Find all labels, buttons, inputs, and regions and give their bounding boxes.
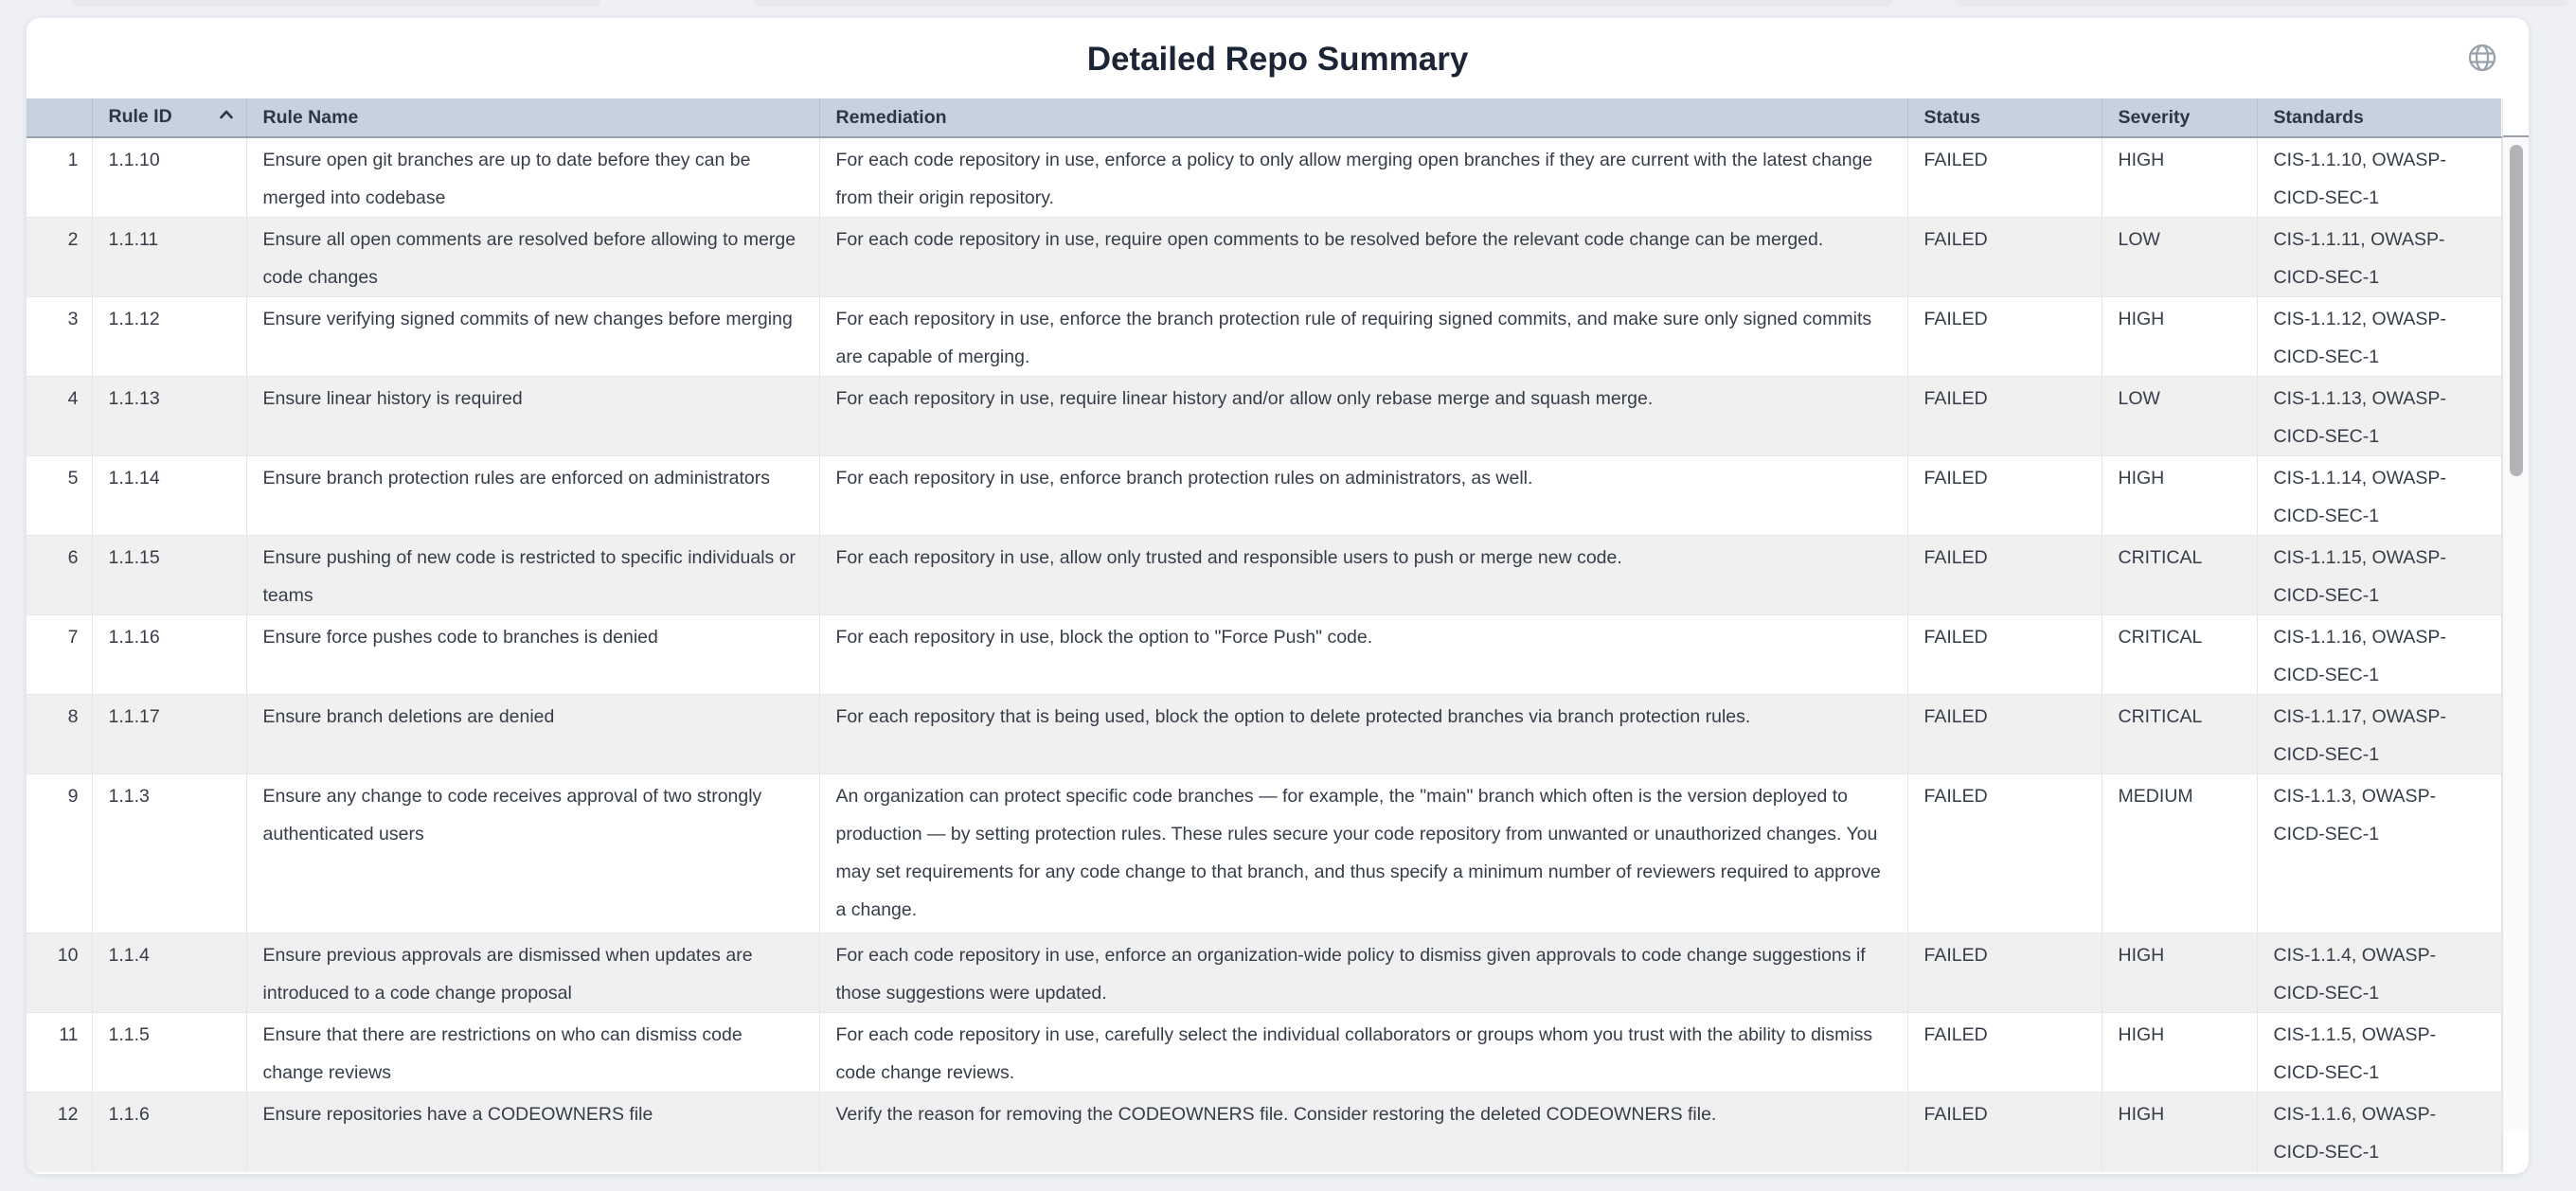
remediation-cell: Verify the reason for removing the CODEOWNERS file. Consider restoring the deleted CODEOWNERS file. (819, 1093, 1907, 1172)
standards-cell: CIS-1.1.13, OWASP-CICD-SEC-1 (2257, 377, 2501, 456)
table-body (27, 137, 2501, 1172)
remediation-cell: For each code repository in use, require open comments to be resolved before the relevant code change can be merged. (819, 218, 1907, 297)
column-header-index (27, 98, 92, 137)
table-row (27, 297, 2501, 377)
table-row (27, 536, 2501, 615)
severity-cell: HIGH (2102, 1013, 2257, 1093)
status-cell: FAILED (1907, 774, 2102, 933)
severity-cell: HIGH (2102, 137, 2257, 218)
severity-cell: HIGH (2102, 456, 2257, 536)
rule-name-cell: Ensure linear history is required (246, 377, 819, 456)
rule-id-cell: 1.1.16 (92, 615, 246, 695)
rule-name-cell: Ensure previous approvals are dismissed when updates are introduced to a code change proposal (246, 933, 819, 1013)
rule-id-cell: 1.1.5 (92, 1013, 246, 1093)
status-cell: FAILED (1907, 377, 2102, 456)
row-index: 3 (27, 297, 92, 377)
standards-cell: CIS-1.1.15, OWASP-CICD-SEC-1 (2257, 536, 2501, 615)
standards-cell: CIS-1.1.11, OWASP-CICD-SEC-1 (2257, 218, 2501, 297)
rule-name-cell: Ensure open git branches are up to date before they can be merged into codebase (246, 137, 819, 218)
rule-id-cell: 1.1.3 (92, 774, 246, 933)
rule-id-cell: 1.1.11 (92, 218, 246, 297)
page-title: Detailed Repo Summary (1086, 41, 1469, 78)
row-index: 4 (27, 377, 92, 456)
sort-ascending-icon[interactable] (216, 109, 237, 130)
rule-id-cell: 1.1.12 (92, 297, 246, 377)
status-cell: FAILED (1907, 456, 2102, 536)
rules-table (27, 98, 2502, 1172)
repo-summary-card (27, 18, 2529, 1174)
status-cell: FAILED (1907, 695, 2102, 774)
severity-cell: HIGH (2102, 1093, 2257, 1172)
background-card-edge (72, 0, 600, 7)
standards-cell: CIS-1.1.10, OWASP-CICD-SEC-1 (2257, 137, 2501, 218)
remediation-cell: For each repository in use, require linear history and/or allow only rebase merge and squash merge. (819, 377, 1907, 456)
standards-cell: CIS-1.1.12, OWASP-CICD-SEC-1 (2257, 297, 2501, 377)
standards-cell: CIS-1.1.6, OWASP-CICD-SEC-1 (2257, 1093, 2501, 1172)
column-header-rule-name[interactable]: Rule Name (246, 98, 819, 137)
status-cell: FAILED (1907, 933, 2102, 1013)
status-cell: FAILED (1907, 137, 2102, 218)
severity-cell: HIGH (2102, 933, 2257, 1013)
column-header-severity[interactable]: Severity (2102, 98, 2257, 137)
scrollbar-header-corner (2503, 98, 2530, 137)
table-row (27, 695, 2501, 774)
standards-cell: CIS-1.1.4, OWASP-CICD-SEC-1 (2257, 933, 2501, 1013)
standards-cell: CIS-1.1.14, OWASP-CICD-SEC-1 (2257, 456, 2501, 536)
status-cell: FAILED (1907, 218, 2102, 297)
remediation-cell: For each code repository in use, enforce a policy to only allow merging open branches if they are current with the latest change from their origin repository. (819, 137, 1907, 218)
scrollbar-thumb[interactable] (2510, 145, 2523, 476)
rules-table-zone (27, 98, 2529, 1172)
severity-cell: MEDIUM (2102, 774, 2257, 933)
rule-id-cell: 1.1.15 (92, 536, 246, 615)
row-index: 5 (27, 456, 92, 536)
scrollbar-track[interactable] (2503, 137, 2530, 1131)
remediation-cell: For each repository in use, allow only trusted and responsible users to push or merge new code. (819, 536, 1907, 615)
status-cell: FAILED (1907, 1013, 2102, 1093)
rule-id-cell: 1.1.14 (92, 456, 246, 536)
vertical-scrollbar[interactable] (2502, 98, 2530, 1172)
rule-name-cell: Ensure verifying signed commits of new changes before merging (246, 297, 819, 377)
card-header (27, 18, 2529, 98)
severity-cell: CRITICAL (2102, 615, 2257, 695)
severity-cell: CRITICAL (2102, 695, 2257, 774)
row-index: 11 (27, 1013, 92, 1093)
table-row (27, 933, 2501, 1013)
rule-name-cell: Ensure pushing of new code is restricted to specific individuals or teams (246, 536, 819, 615)
severity-cell: LOW (2102, 218, 2257, 297)
severity-cell: HIGH (2102, 297, 2257, 377)
table-row (27, 218, 2501, 297)
rule-name-cell: Ensure that there are restrictions on who can dismiss code change reviews (246, 1013, 819, 1093)
status-cell: FAILED (1907, 297, 2102, 377)
rule-id-cell: 1.1.17 (92, 695, 246, 774)
table-row (27, 615, 2501, 695)
table-row (27, 377, 2501, 456)
table-row (27, 1013, 2501, 1093)
row-index: 9 (27, 774, 92, 933)
column-header-status[interactable]: Status (1907, 98, 2102, 137)
remediation-cell: For each repository in use, block the option to "Force Push" code. (819, 615, 1907, 695)
rule-id-cell: 1.1.4 (92, 933, 246, 1013)
rule-name-cell: Ensure branch protection rules are enforced on administrators (246, 456, 819, 536)
table-row (27, 456, 2501, 536)
standards-cell: CIS-1.1.17, OWASP-CICD-SEC-1 (2257, 695, 2501, 774)
status-cell: FAILED (1907, 1093, 2102, 1172)
rule-id-cell: 1.1.6 (92, 1093, 246, 1172)
rule-name-cell: Ensure all open comments are resolved before allowing to merge code changes (246, 218, 819, 297)
globe-icon[interactable] (2467, 43, 2497, 73)
remediation-cell: For each code repository in use, carefully select the individual collaborators or groups whom you trust with the ability to dismiss code change reviews. (819, 1013, 1907, 1093)
column-header-standards[interactable]: Standards (2257, 98, 2501, 137)
column-header-remediation[interactable]: Remediation (819, 98, 1907, 137)
table-header-row (27, 98, 2501, 137)
table-row (27, 1093, 2501, 1172)
row-index: 12 (27, 1093, 92, 1172)
row-index: 2 (27, 218, 92, 297)
row-index: 1 (27, 137, 92, 218)
remediation-cell: For each repository in use, enforce branch protection rules on administrators, as well. (819, 456, 1907, 536)
row-index: 7 (27, 615, 92, 695)
row-index: 8 (27, 695, 92, 774)
row-index: 10 (27, 933, 92, 1013)
severity-cell: LOW (2102, 377, 2257, 456)
standards-cell: CIS-1.1.3, OWASP-CICD-SEC-1 (2257, 774, 2501, 933)
rule-name-cell: Ensure repositories have a CODEOWNERS file (246, 1093, 819, 1172)
standards-cell: CIS-1.1.16, OWASP-CICD-SEC-1 (2257, 615, 2501, 695)
remediation-cell: For each code repository in use, enforce an organization-wide policy to dismiss given approvals to code change suggestions if those suggestions were updated. (819, 933, 1907, 1013)
status-cell: FAILED (1907, 536, 2102, 615)
background-card-edge (753, 0, 1892, 7)
table-row (27, 137, 2501, 218)
background-card-edge (1955, 0, 2568, 7)
rule-name-cell: Ensure any change to code receives approval of two strongly authenticated users (246, 774, 819, 933)
row-index: 6 (27, 536, 92, 615)
rule-name-cell: Ensure branch deletions are denied (246, 695, 819, 774)
status-cell: FAILED (1907, 615, 2102, 695)
rule-name-cell: Ensure force pushes code to branches is denied (246, 615, 819, 695)
remediation-cell: An organization can protect specific code branches — for example, the "main" branch which often is the version deployed to production — by setting protection rules. These rules secure your code repository from unwanted or unauthorized changes. You may set requirements for any code change to that branch, and thus specify a minimum number of reviewers required to approve a change. (819, 774, 1907, 933)
table-row (27, 774, 2501, 933)
remediation-cell: For each repository that is being used, block the option to delete protected branches via branch protection rules. (819, 695, 1907, 774)
remediation-cell: For each repository in use, enforce the branch protection rule of requiring signed commits, and make sure only signed commits are capable of merging. (819, 297, 1907, 377)
rule-id-cell: 1.1.13 (92, 377, 246, 456)
column-header-rule-id[interactable]: Rule ID (92, 98, 246, 137)
severity-cell: CRITICAL (2102, 536, 2257, 615)
rule-id-cell: 1.1.10 (92, 137, 246, 218)
standards-cell: CIS-1.1.5, OWASP-CICD-SEC-1 (2257, 1013, 2501, 1093)
